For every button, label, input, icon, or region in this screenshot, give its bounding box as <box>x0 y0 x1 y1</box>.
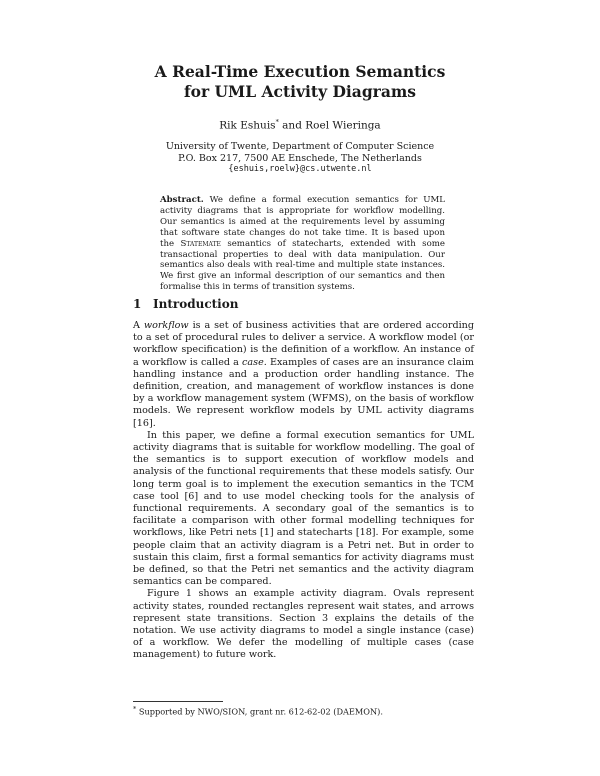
abstract-label: Abstract. <box>160 195 204 205</box>
affiliation-line-2: P.O. Box 217, 7500 AE Enschede, The Netherlands <box>178 152 422 164</box>
footnote-text: Supported by NWO/SION, grant nr. 612-62-02 (DAEMON). <box>136 706 383 717</box>
p1-text-a: A <box>133 320 144 331</box>
author-2: Roel Wieringa <box>305 119 381 132</box>
affiliation <box>0 141 600 176</box>
section-title: Introduction <box>153 297 239 311</box>
author-footnote-mark: * <box>275 118 279 126</box>
abstract-statemate: Statemate <box>180 238 221 249</box>
title-line-1: A Real-Time Execution Semantics <box>154 62 446 81</box>
footnote-mark: * <box>133 705 137 713</box>
abstract-text-b: semantics of statecharts, extended with some transactional properties to deal with data manipulation. Our semantics also deals with real-time and multiple state instances. We first give an informal description of our semantics and then formalise this in terms of transition systems. <box>160 238 445 293</box>
author-1: Rik Eshuis <box>219 119 276 132</box>
paragraph-1 <box>133 320 474 430</box>
affiliation-line-1: University of Twente, Department of Computer Science <box>165 141 435 152</box>
paper-title <box>0 62 600 102</box>
p1-text-b: is a set of business activities that are ordered according to a set of procedural rules to deliver a service. A workflow model (or workflow specification) is the definition of a workflow. An instance of a workflow is called a <box>133 320 474 368</box>
author-separator: and <box>278 119 306 132</box>
section-number: 1 <box>133 297 142 311</box>
title-line-2: for UML Activity Diagrams <box>183 82 417 101</box>
abstract <box>160 195 445 293</box>
footnote-rule <box>133 701 223 702</box>
paragraph-3: Figure 1 shows an example activity diagram. Ovals represent activity states, rounded rectangles represent wait states, and arrows represent state transitions. Section 3 explains the details of the notation. We use activity diagrams to model a single instance (case) of a workflow. We defer the modelling of multiple cases (case management) to future work. <box>133 588 474 661</box>
paragraph-2: In this paper, we define a formal execution semantics for UML activity diagrams that is suitable for workflow modelling. The goal of the semantics is to support execution of workflow models and analysis of the functional requirements that these models satisfy. Our long term goal is to implement the execution semantics in the TCM case tool [6] and to use model checking tools for the analysis of functional requirements. A secondary goal of the semantics is to facilitate a comparison with other formal modelling techniques for workflows, like Petri nets [1] and statecharts [18]. For example, some people claim that an activity diagram is a Petri net. But in order to sustain this claim, first a formal semantics for activity diagrams must be defined, so that the Petri net semantics and the activity diagram semantics can be compared. <box>133 429 474 588</box>
p1-emphasis-case: case <box>242 356 264 368</box>
p1-text-c: . Examples of cases are an insurance claim handling instance and a production order handling instance. The definition, creation, and management of workflow instances is done by a workflow management system (WFMS), on the basis of workflow models. We represent workflow models by UML activity diagrams [16]. <box>133 356 474 429</box>
section-heading <box>133 297 238 311</box>
affiliation-email: {eshuis,roelw}@cs.utwente.nl <box>228 164 372 174</box>
p1-emphasis-workflow: workflow <box>143 320 189 331</box>
body-text <box>133 320 474 662</box>
footnote <box>133 704 474 717</box>
authors <box>0 118 600 132</box>
abstract-text-a: We define a formal execution semantics for UML activity diagrams that is appropriate for workflow modelling. Our semantics is aimed at the requirements level by assuming that software state changes do not take time. It is based upon the <box>160 195 445 249</box>
